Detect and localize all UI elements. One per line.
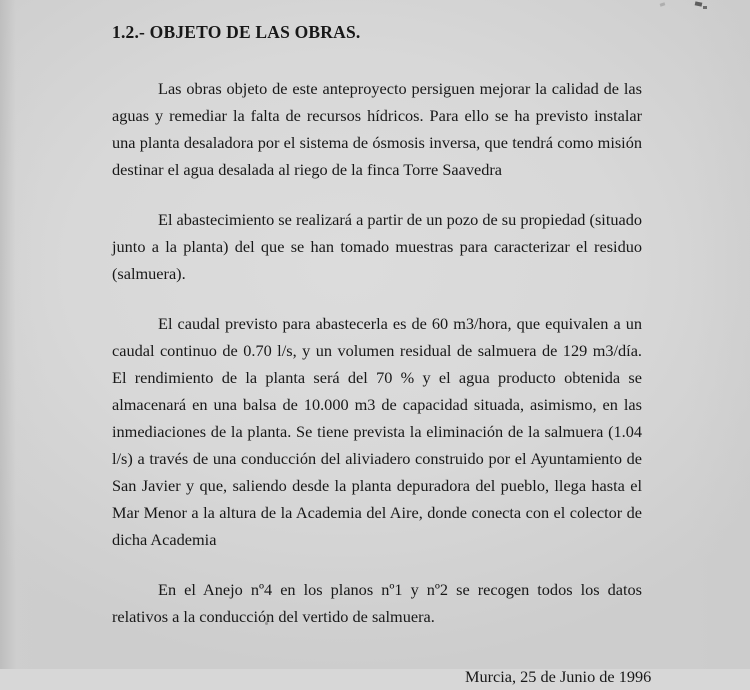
body-paragraph: El abastecimiento se realizará a partir de un pozo de su propiedad (situado junto a la planta) del que se han tomado muestras para caracterizar el residuo (salmuera).: [112, 210, 642, 283]
document-text-block: [112, 0, 652, 690]
body-paragraph: El caudal previsto para abastecerla es de 60 m3/hora, que equivalen a un caudal continuo de 0.70 l/s, y un volumen residual de salmuera de 129 m3/día. El rendimiento de la planta será del 70 % y el agua producto obtenida se almacenará en una balsa de 10.000 m3 de capacidad situada, asimismo, en las inmediaciones de la planta. Se tiene prevista la eliminación de la salmuera (1.04 l/s) a través de una conducción del aliviadero construido por el Ayuntamiento de San Javier y que, saliendo desde la planta depuradora del pueblo, llega hasta el Mar Menor a la altura de la Academia del Aire, donde conecta con el colector de dicha Academia: [112, 314, 642, 549]
scan-artifact-speck: [695, 1, 703, 6]
section-heading: 1.2.- OBJETO DE LAS OBRAS.: [112, 22, 361, 42]
body-paragraph: Las obras objeto de este anteproyecto persiguen mejorar la calidad de las aguas y remediar la falta de recursos hídricos. Para ello se ha previsto instalar una planta desaladora por el sistema de ósmosis inversa, que tendrá como misión destinar el agua desalada al riego de la finca Torre Saavedra: [112, 79, 642, 179]
body-paragraph: En el Anejo nº4 en los planos nº1 y nº2 se recogen todos los datos relativos a la conducción del vertido de salmuera.: [112, 580, 642, 626]
scan-artifact-speck: [703, 6, 707, 9]
place-and-date-line: Murcia, 25 de Junio de 1996: [465, 667, 652, 686]
scan-artifact-speck: [660, 2, 666, 6]
